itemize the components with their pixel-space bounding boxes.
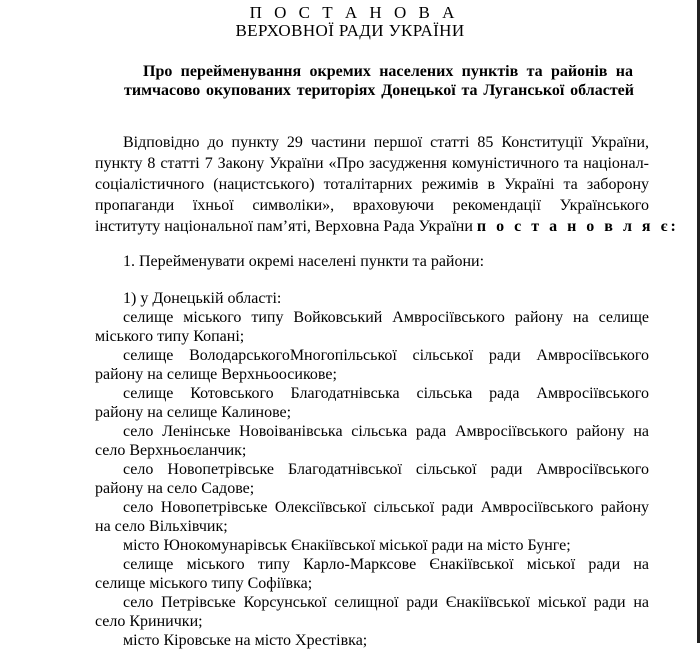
item-1: 1. Перейменувати окремі населені пункти та райони: — [123, 253, 485, 270]
entry-line: селище Котовського Благодатнівська сільська рада Амвросіївського — [123, 385, 649, 402]
preamble-line-2: пункту 8 статті 7 Закону України «Про засудження комуністичного та націонал- — [95, 155, 649, 172]
entry-line: село Ленінське Новоіванівська сільська рада Амвросіївського району на — [123, 423, 649, 440]
entry-line: на село Вільхівчик; — [95, 518, 228, 535]
entry-line: село Новопетрівське Благодатнівської сільської ради Амвросіївського — [123, 461, 649, 478]
subject-line-1: Про перейменування окремих населених пунктів та районів на — [143, 63, 633, 80]
preamble-line-4: пропаганди їхньої символіки», враховуючи рекомендації Українського — [95, 197, 649, 214]
preamble-line-3: соціалістичного (нацистського) тоталітарних режимів в Україні та заборону — [95, 176, 649, 193]
entry-line: місто Юнокомунарівськ Єнакіївської міської ради на місто Бунге; — [123, 537, 571, 554]
entry-line: село Петрівське Корсунської селищної ради Єнакіївської міської ради на — [123, 594, 649, 611]
preamble-line-5 — [95, 218, 679, 236]
entry-line: району на селище Верхньоосикове; — [95, 366, 337, 383]
preamble-last-text: інституту національної пам’яті, Верховна Рада України — [95, 218, 477, 235]
entry-line: міського типу Копані; — [95, 328, 245, 345]
preamble-line-1: Відповідно до пункту 29 частини першої статті 85 Конституції України, — [123, 134, 649, 151]
region-heading: 1) у Донецькій області: — [123, 290, 282, 307]
entry-line: селище міського типу Софіївка; — [95, 575, 313, 592]
entry-line: село Кринички; — [95, 613, 203, 630]
decree-word: п о с т а н о в л я є: — [476, 218, 679, 235]
issuing-body: ВЕРХОВНОЇ РАДИ УКРАЇНИ — [235, 21, 465, 40]
entry-line: селище міського типу Карло-Марксове Єнакіївської міської ради на — [123, 556, 649, 573]
document-type-title: П О С Т А Н О В А — [249, 3, 459, 22]
entry-line: село Верхньоєланчик; — [95, 442, 247, 459]
entry-line: селище ВолодарськогоМногопільської сільської ради Амвросіївського — [123, 347, 649, 364]
entry-line: село Новопетрівське Олексіївської сільської ради Амвросіївського району — [123, 499, 649, 516]
entry-line: району на село Садове; — [95, 480, 255, 497]
entry-line: місто Кіровське на місто Хрестівка; — [123, 632, 368, 649]
entry-line: селище міського типу Войковський Амвросіївського району на селище — [123, 309, 649, 326]
entry-line: району на селище Калинове; — [95, 404, 292, 421]
subject-line-2: тимчасово окупованих територіях Донецької та Луганської областей — [124, 82, 634, 99]
